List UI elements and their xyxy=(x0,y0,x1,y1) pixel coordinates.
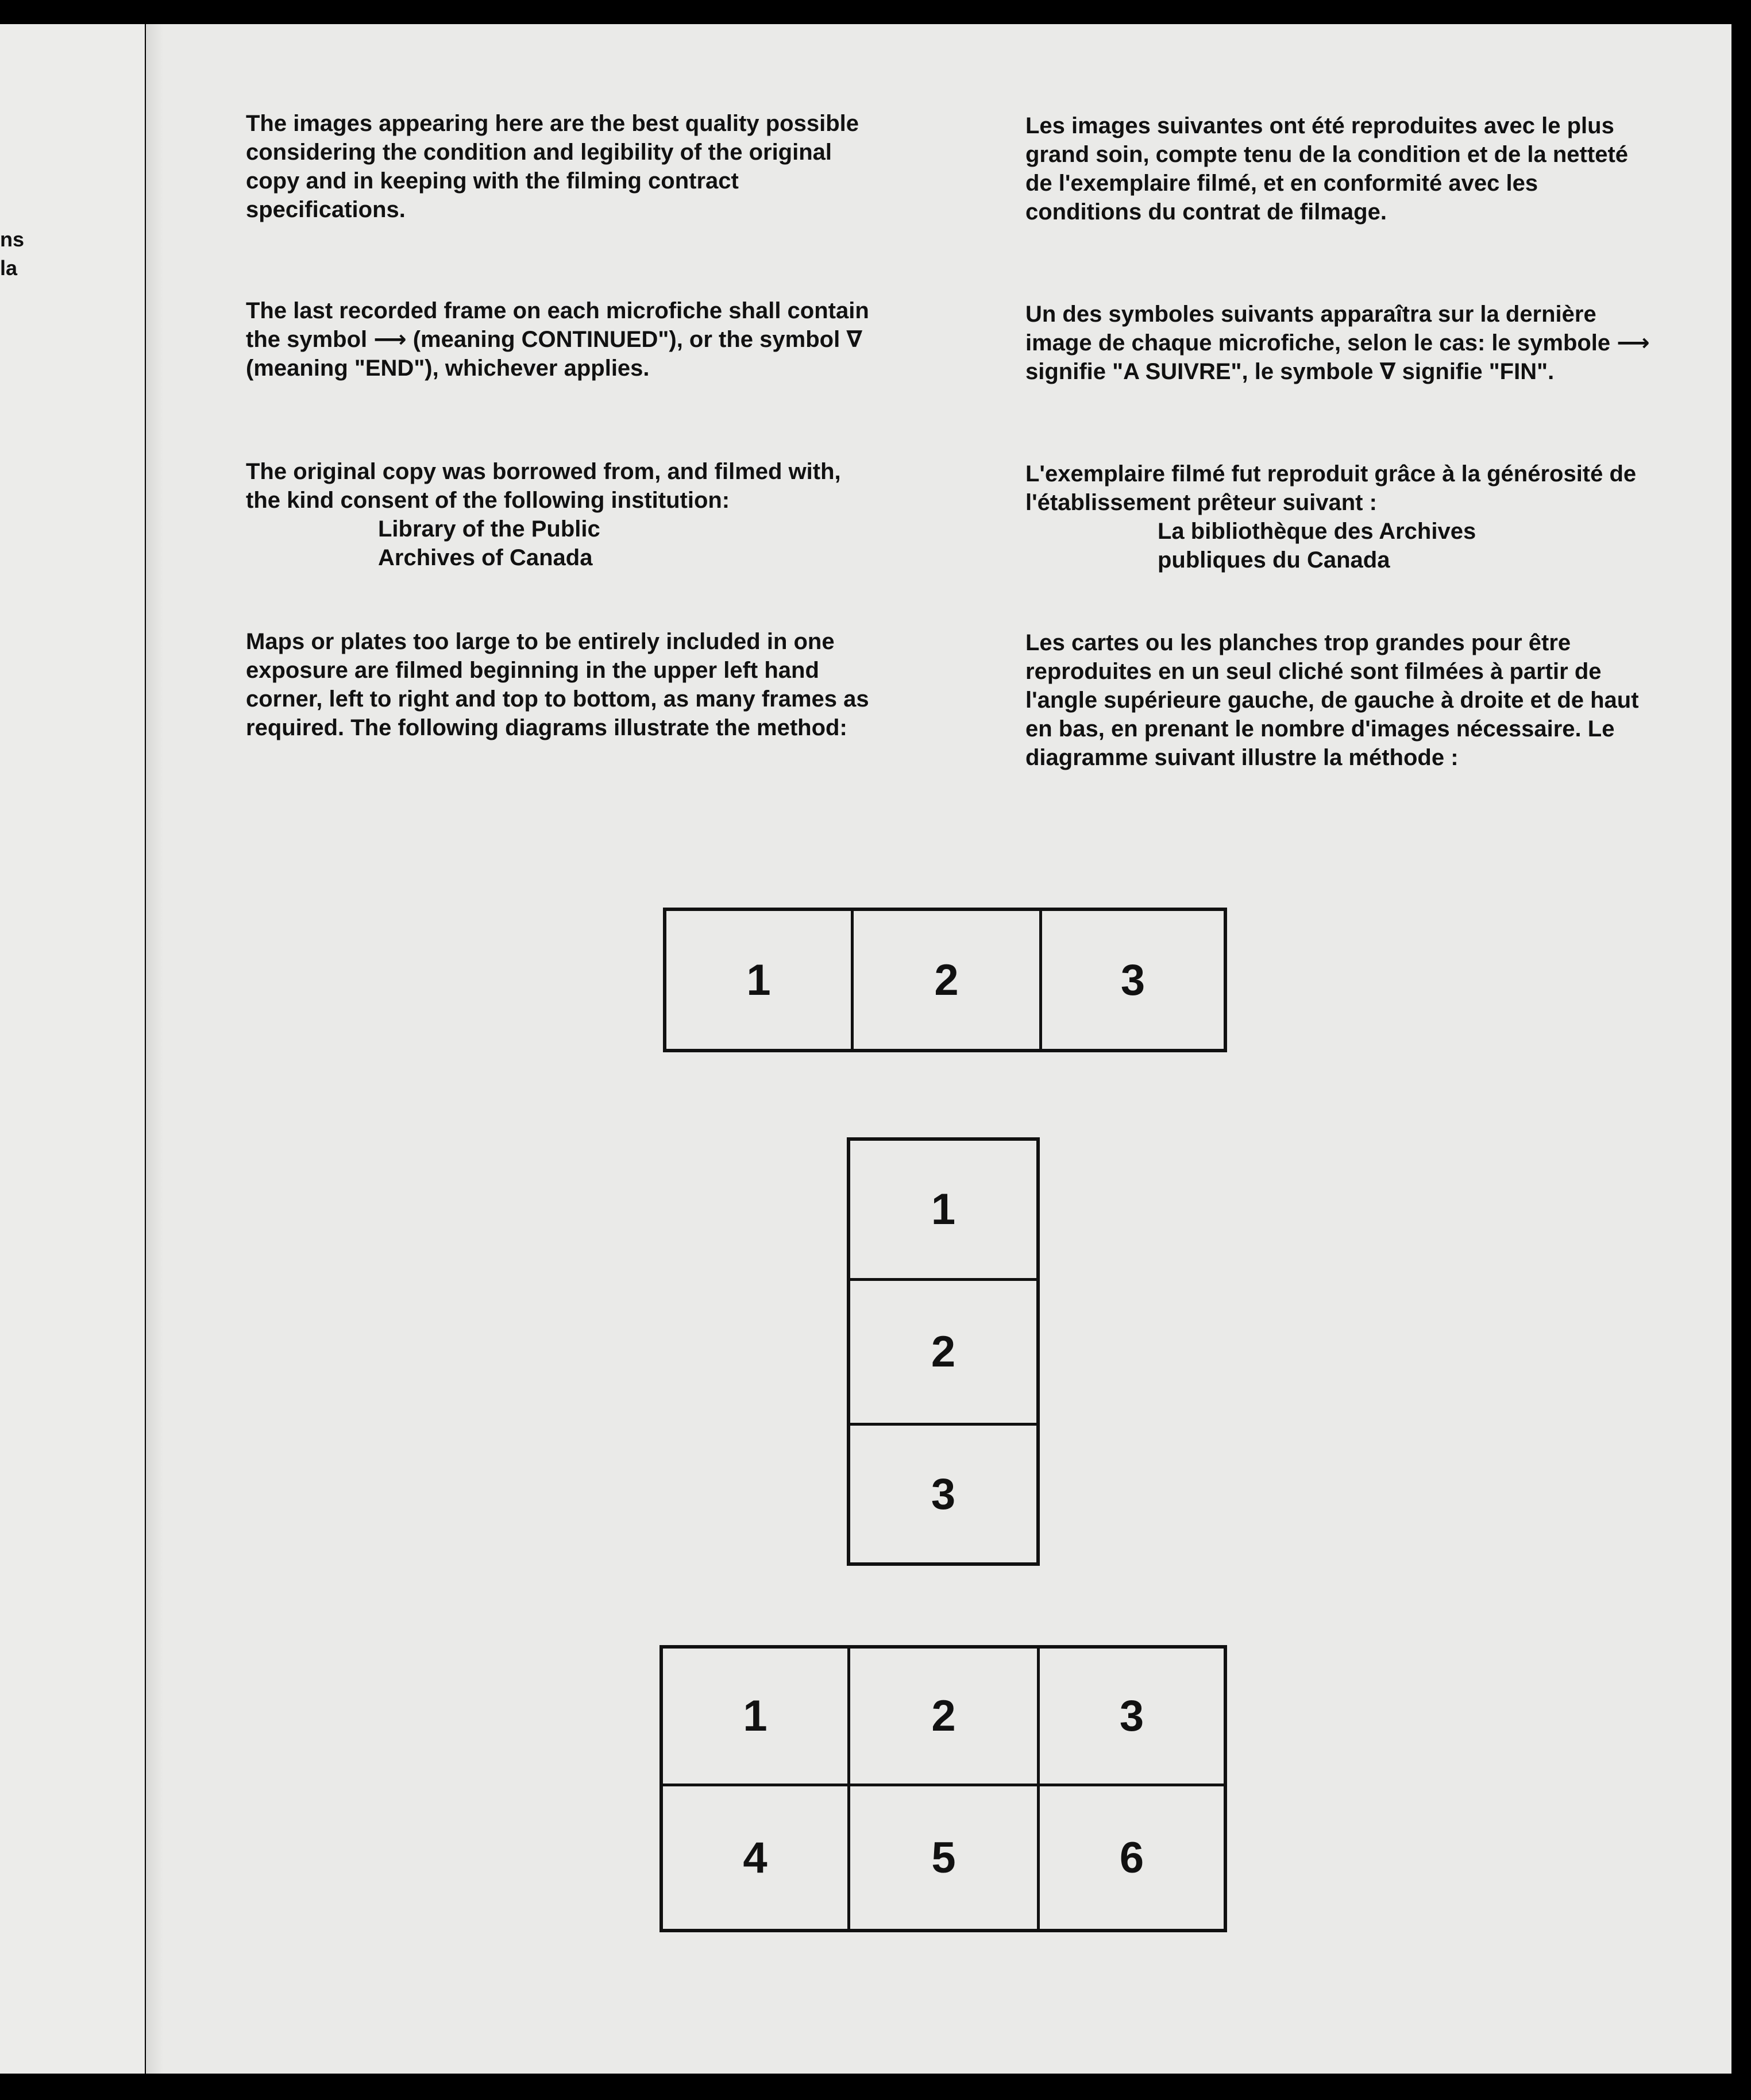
english-symbols-paragraph: The last recorded frame on each microfiche shall contain the symbol ⟶ (meaning CONTINUED"), or the symbol ∇ (meaning "END"), whichever applies. xyxy=(246,298,869,381)
diagram-row xyxy=(663,908,1227,1052)
french-maps-paragraph: Les cartes ou les planches trop grandes pour être reproduites en un seul cliché sont filmées à partir de l'angle supérieure gauche, de gauche à droite et de haut en bas, en prenant le nombre d'images nécessaire. Le diagramme suivant illustre la méthode : xyxy=(1025,630,1639,770)
french-intro xyxy=(1025,111,1657,226)
diagram-row-cell: 1 xyxy=(666,911,854,1049)
diagram-row-cell: 3 xyxy=(1120,955,1146,1005)
previous-page-strip xyxy=(0,24,145,2074)
english-maps xyxy=(246,627,878,742)
diagram-column-cell: 3 xyxy=(931,1469,956,1519)
diagram-column-cell: 1 xyxy=(850,1141,1036,1281)
english-maps-paragraph: Maps or plates too large to be entirely included in one exposure are filmed beginning in the upper left hand corner, left to right and top to bottom, as many frames as required. The following diagrams illustrate the method: xyxy=(246,629,869,740)
english-institution-name-1: Library of the Public xyxy=(378,516,600,542)
diagram-grid-cell: 3 xyxy=(1040,1649,1224,1786)
diagram-grid xyxy=(659,1645,1227,1932)
french-institution-name-2: publiques du Canada xyxy=(1158,547,1390,573)
french-institution-paragraph: L'exemplaire filmé fut reproduit grâce à la générosité de l'établissement prêteur suivant : xyxy=(1025,461,1637,515)
french-institution-name-1: La bibliothèque des Archives xyxy=(1158,519,1476,544)
diagram-grid-cell: 5 xyxy=(850,1786,1040,1929)
french-symbols xyxy=(1025,300,1657,386)
english-institution xyxy=(246,457,878,572)
english-institution-paragraph: The original copy was borrowed from, and filmed with, the kind consent of the following institution: xyxy=(246,459,841,513)
diagram-row-cell: 2 xyxy=(854,911,1042,1049)
french-quality-paragraph: Les images suivantes ont été reproduites avec le plus grand soin, compte tenu de la condition et de la netteté de l'exemplaire filmé, et en conformité avec les conditions du contrat de filmage. xyxy=(1025,113,1629,225)
diagram-column xyxy=(847,1137,1040,1566)
french-maps xyxy=(1025,628,1657,772)
diagram-grid-cell: 2 xyxy=(850,1649,1040,1786)
sheet-fold-shadow xyxy=(146,24,163,2074)
diagram-grid-cell: 4 xyxy=(663,1786,850,1929)
english-intro xyxy=(246,109,878,224)
english-institution-name-2: Archives of Canada xyxy=(378,545,593,570)
margin-fragment: ns xyxy=(0,227,25,251)
french-symbols-paragraph: Un des symboles suivants apparaîtra sur la dernière image de chaque microfiche, selon le cas: le symbole ⟶ signifie "A SUIVRE", le symbole ∇ signifie "FIN". xyxy=(1025,302,1650,384)
diagram-grid-cell: 1 xyxy=(663,1649,850,1786)
french-institution xyxy=(1025,460,1657,574)
diagram-grid-cell: 6 xyxy=(1119,1833,1144,1882)
english-symbols xyxy=(246,296,878,383)
english-quality-paragraph: The images appearing here are the best quality possible considering the condition and legibility of the original copy and in keeping with the filming contract specifications. xyxy=(246,111,859,222)
margin-fragment: la xyxy=(0,256,18,280)
diagram-column-cell: 2 xyxy=(850,1281,1036,1426)
